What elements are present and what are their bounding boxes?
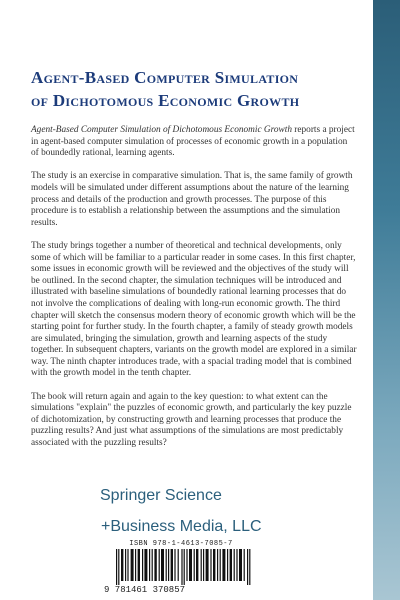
blurb-book-title: Agent-Based Computer Simulation of Dichotomous Economic Growth xyxy=(31,125,292,135)
publisher-line-1: Springer Science xyxy=(100,487,222,504)
title-line-1: Agent-Based Computer Simulation xyxy=(31,68,299,87)
barcode-digits: 9 781461 370857 xyxy=(104,585,186,595)
blurb-paragraph-4: The book will return again and again to the key question: to what extent can the simulations "explain" the puzzles of economic growth, and particularly the key puzzle of dichotomization, by constructing growth and learning processes that produce the puzzling results? And just what assumptions of the simulations are most predictably associated with the puzzling results? xyxy=(31,391,352,449)
blurb-paragraph-1 xyxy=(31,125,357,160)
barcode-icon xyxy=(114,549,254,585)
blurb-paragraph-1-text: reports a project in agent-based computer simulation of processes of economic growth in a population of boundedly rational, learning agents. xyxy=(31,125,355,159)
title-line-2: of Dichotomous Economic Growth xyxy=(31,91,300,110)
spine-edge xyxy=(373,0,400,600)
blurb xyxy=(31,125,357,450)
publisher-name xyxy=(100,486,320,535)
isbn-label: ISBN 978-1-4613-7085-7 xyxy=(129,540,233,548)
publisher-line-2: +Business Media, LLC xyxy=(101,518,262,535)
barcode-block xyxy=(104,540,258,596)
blurb-paragraph-3: The study brings together a number of theoretical and technical developments, only some of which will be familiar to a particular reader in some cases. In this first chapter, some issues in economic growth will be reviewed and the objectives of the study will be outlined. In the second chapter, the simulation techniques will be introduced and illustrated with baseline simulations of boundedly rational learning processes that do not involve the complications of dealing with long-run economic growth. The third chapter will sketch the consensus modern theory of economic growth which will be the starting point for further study. In the fourth chapter, a family of steady growth models are simulated, bringing the simulation, growth and learning aspects of the study together. In subsequent chapters, variants on the growth model are explored in a similar way. The ninth chapter introduces trade, with a spacial trading model that is combined with the growth model in the tenth chapter. xyxy=(31,240,357,379)
blurb-paragraph-2: The study is an exercise in comparative simulation. That is, the same family of growth models will be simulated under different assumptions about the nature of the learning process and details of the production and growth processes. The purpose of this procedure is to establish a relationship between the assumptions and the simulation results. xyxy=(31,171,353,228)
book-title xyxy=(31,67,361,112)
